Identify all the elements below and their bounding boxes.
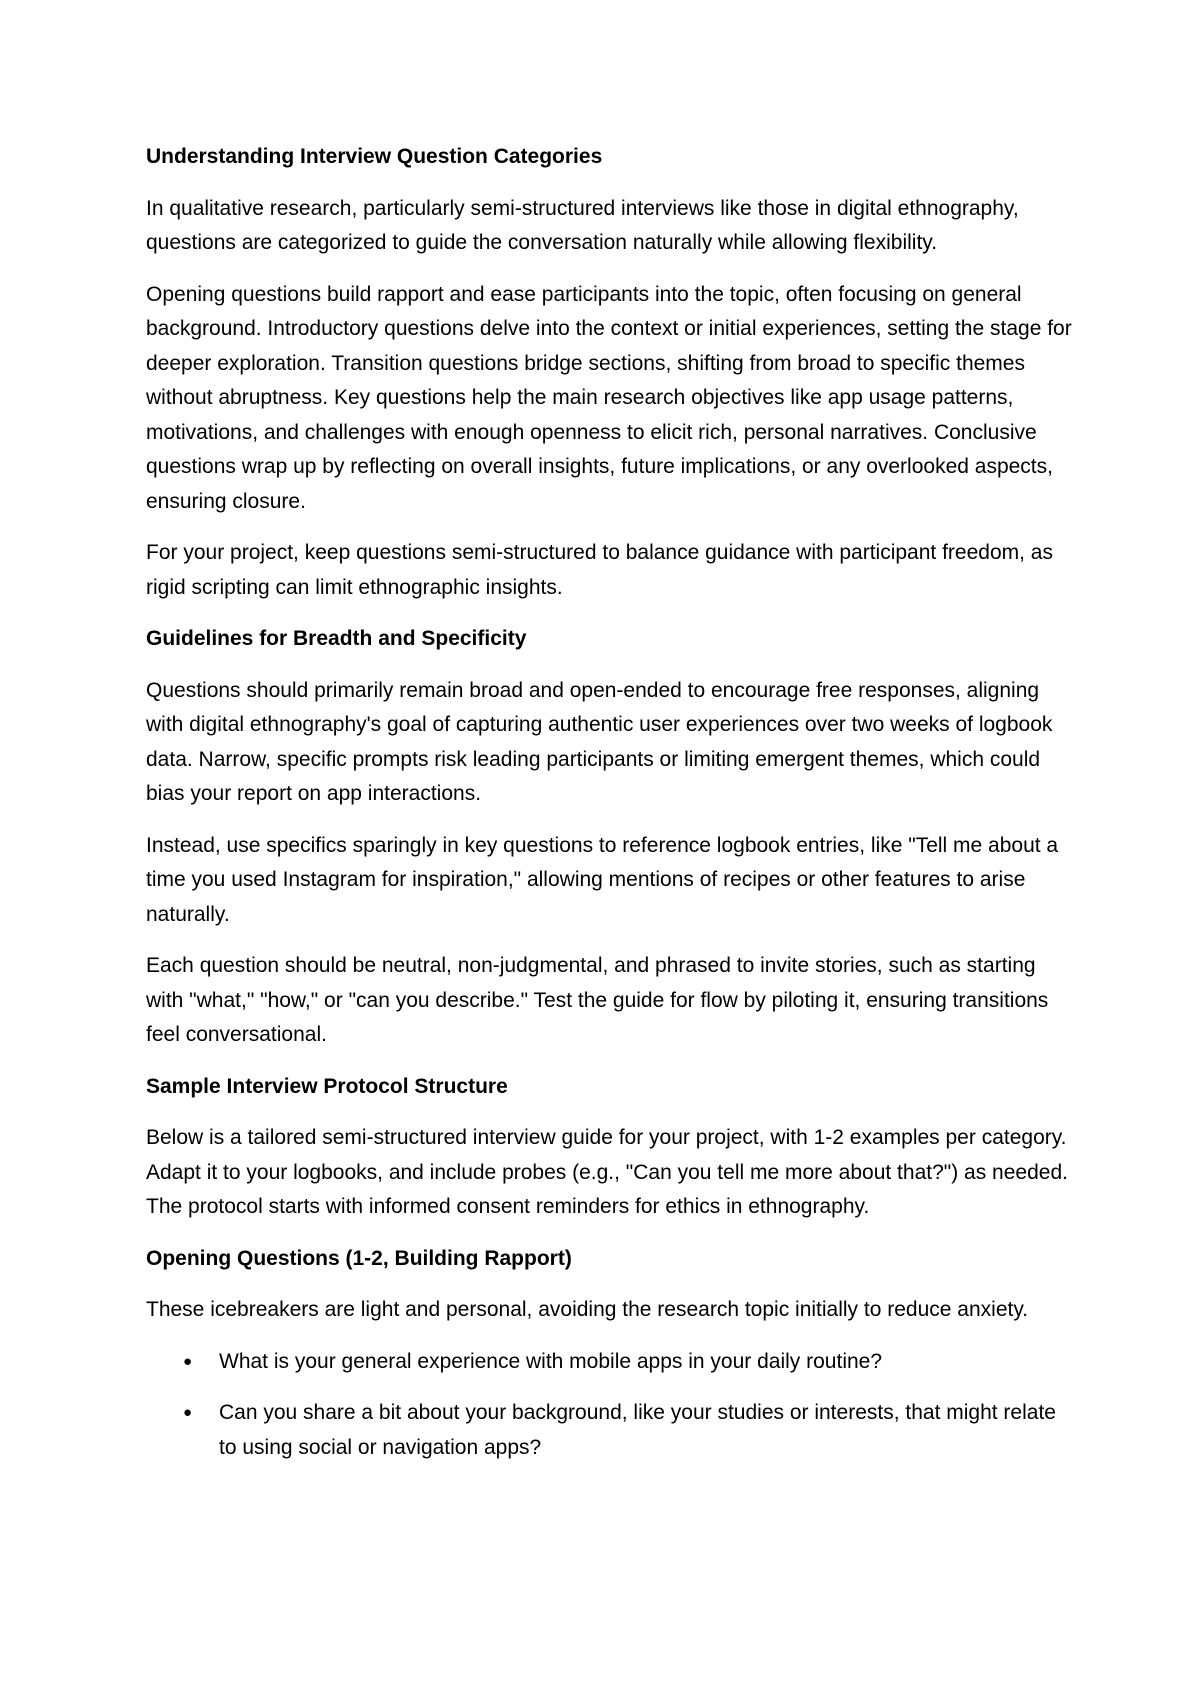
paragraph-semi-structured: For your project, keep questions semi-structured to balance guidance with participant freedom, as rigid scripting can limit ethnographic insights. bbox=[146, 541, 1053, 599]
bullet-text: Can you share a bit about your background, like your studies or interests, that might relate to using social or navigation apps? bbox=[219, 1401, 1056, 1459]
paragraph-question-types: Opening questions build rapport and ease participants into the topic, often focusing on general background. Introductory questions delve into the context or initial experiences, setting the stage for deeper exploration. Transition questions bridge sections, shifting from broad to specific themes without abruptness. Key questions help the main research objectives like app usage patterns, motivations, and challenges with enough openness to elicit rich, personal narratives. Conclusive questions wrap up by reflecting on overall insights, future implications, or any overlooked aspects, ensuring closure. bbox=[146, 282, 1072, 513]
list-item bbox=[146, 1396, 1076, 1465]
bullet-text: What is your general experience with mobile apps in your daily routine? bbox=[219, 1349, 883, 1373]
paragraph-broad-questions: Questions should primarily remain broad and open-ended to encourage free responses, aligning with digital ethnography's goal of capturing authentic user experiences over two weeks of logbook data. Narrow, specific prompts risk leading participants or limiting emergent themes, which could bias your report on app interactions. bbox=[146, 678, 1053, 805]
paragraph-interview-guide: Below is a tailored semi-structured interview guide for your project, with 1-2 examples per category. Adapt it to your logbooks, and include probes (e.g., "Can you tell me more about that?") as needed. The protocol starts with informed consent reminders for ethics in ethnography. bbox=[146, 1126, 1068, 1218]
paragraph-neutral-questions: Each question should be neutral, non-judgmental, and phrased to invite stories, such as starting with "what," "how," or "can you describe." Test the guide for flow by piloting it, ensuring transitions feel conversational. bbox=[146, 954, 1049, 1046]
bullet-icon: ● bbox=[183, 1352, 193, 1370]
heading-breadth-specificity: Guidelines for Breadth and Specificity bbox=[146, 627, 527, 650]
paragraph-specifics: Instead, use specifics sparingly in key questions to reference logbook entries, like "Tell me about a time you used Instagram for inspiration," allowing mentions of recipes or other features to arise naturally. bbox=[146, 833, 1059, 926]
paragraph-qualitative-research: In qualitative research, particularly semi-structured interviews like those in digital ethnography, questions are categorized to guide the conversation naturally while allowing flexibility. bbox=[146, 196, 1019, 254]
paragraph-icebreakers: These icebreakers are light and personal, avoiding the research topic initially to reduce anxiety. bbox=[146, 1298, 1029, 1321]
heading-opening-questions: Opening Questions (1-2, Building Rapport) bbox=[146, 1246, 572, 1270]
list-item bbox=[146, 1345, 1076, 1380]
heading-question-categories: Understanding Interview Question Categories bbox=[146, 145, 603, 168]
document-page bbox=[146, 140, 1076, 1482]
opening-questions-list bbox=[146, 1345, 1076, 1466]
heading-protocol-structure: Sample Interview Protocol Structure bbox=[146, 1074, 508, 1098]
bullet-icon: ● bbox=[183, 1404, 193, 1421]
